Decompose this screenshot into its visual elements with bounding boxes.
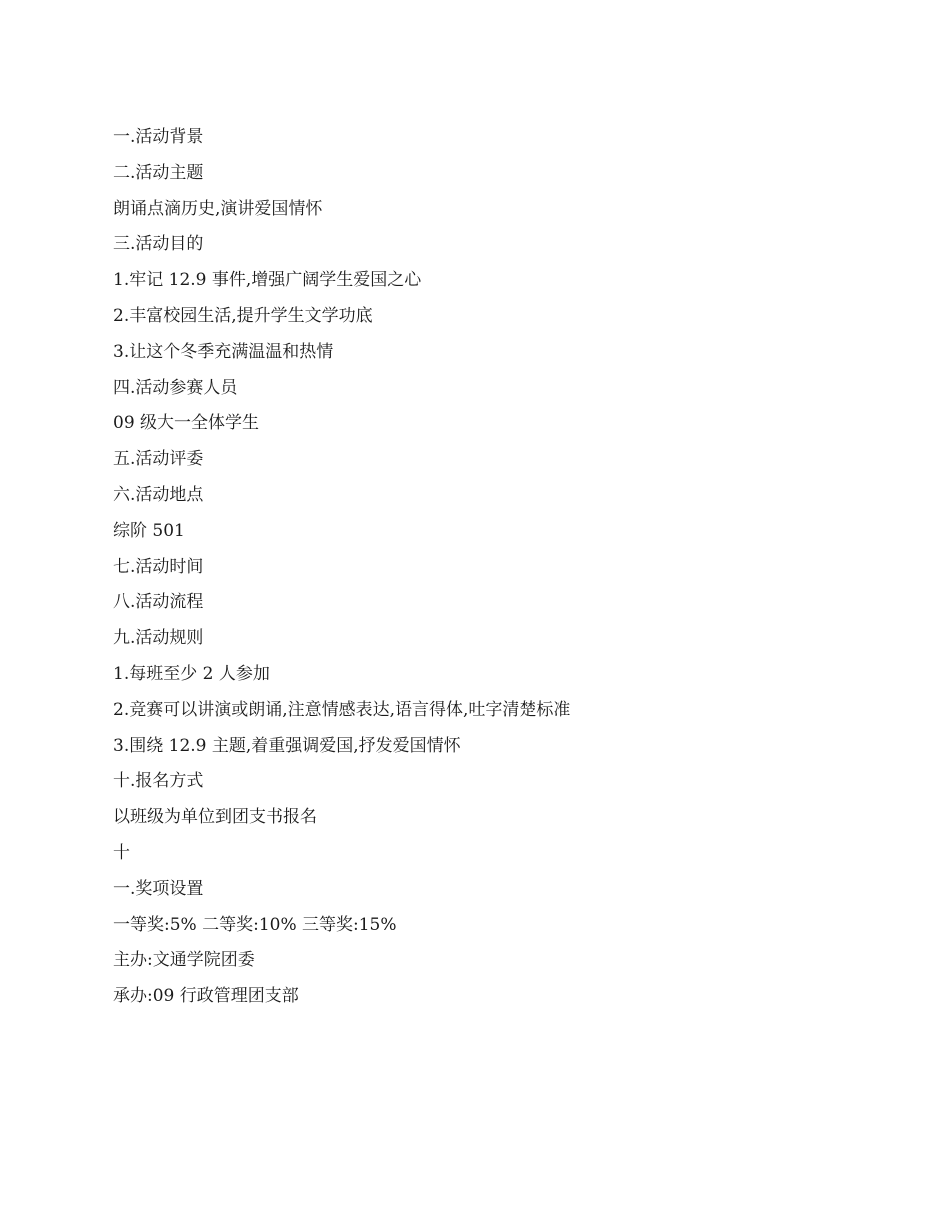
theme-text: 朗诵点滴历史,演讲爱国情怀 [113, 198, 323, 219]
heading-eleven-part-1: 十 [113, 842, 130, 863]
heading-location: 六.活动地点 [113, 484, 204, 505]
heading-participants: 四.活动参赛人员 [113, 377, 238, 398]
heading-judges: 五.活动评委 [113, 449, 204, 470]
rules-item-2: 2.竞赛可以讲演或朗诵,注意情感表达,语言得体,吐字清楚标准 [113, 699, 571, 720]
awards-text: 一等奖:5% 二等奖:10% 三等奖:15% [113, 914, 397, 935]
heading-purpose: 三.活动目的 [113, 234, 204, 255]
rules-item-1: 1.每班至少 2 人参加 [113, 663, 270, 684]
location-text: 综阶 501 [113, 520, 185, 541]
organizer-text: 主办:文通学院团委 [113, 950, 255, 971]
co-organizer-text: 承办:09 行政管理团支部 [113, 986, 299, 1007]
purpose-item-3: 3.让这个冬季充满温温和热情 [113, 341, 334, 362]
heading-registration: 十.报名方式 [113, 771, 204, 792]
heading-background: 一.活动背景 [113, 127, 204, 147]
registration-text: 以班级为单位到团支书报名 [113, 807, 317, 828]
purpose-item-2: 2.丰富校园生活,提升学生文学功底 [113, 305, 373, 326]
rules-item-3: 3.围绕 12.9 主题,着重强调爱国,抒发爱国情怀 [113, 735, 461, 756]
heading-process: 八.活动流程 [113, 592, 204, 613]
document-body [113, 124, 893, 1019]
heading-rules: 九.活动规则 [113, 628, 204, 649]
purpose-item-1: 1.牢记 12.9 事件,增强广阔学生爱国之心 [113, 270, 422, 291]
heading-time: 七.活动时间 [113, 556, 204, 577]
heading-theme: 二.活动主题 [113, 162, 204, 183]
heading-awards: 一.奖项设置 [113, 878, 204, 899]
participants-text: 09 级大一全体学生 [113, 413, 260, 434]
